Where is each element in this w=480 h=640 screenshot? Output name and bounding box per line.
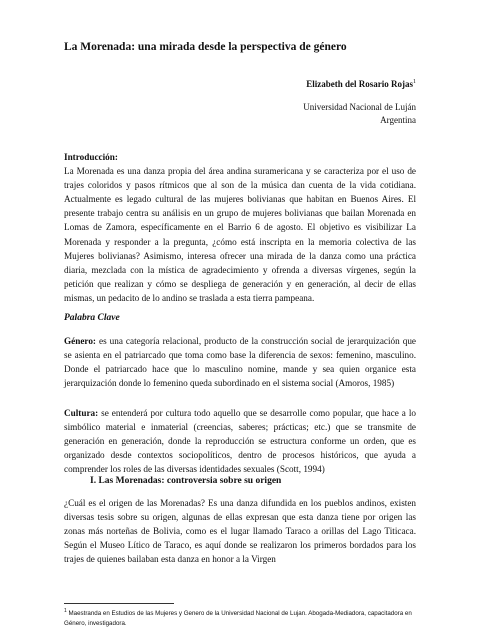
document-title: La Morenada: una mirada desde la perspectiva de género	[64, 41, 347, 53]
author-footnote-mark: 1	[413, 79, 416, 85]
intro-section	[64, 150, 416, 305]
footnote-mark: 1	[64, 608, 67, 614]
keyword-cultura-paragraph	[64, 406, 416, 476]
footnote-text: Maestranda en Estudios de las Mujeres y Genero de la Universidad Nacional de Lujan. Abogada-Mediadora, capacitadora en Género, investigadora.	[64, 610, 412, 627]
footnote	[64, 607, 416, 628]
intro-heading: Introducción:	[64, 152, 118, 162]
section-1-paragraph: ¿Cuál es el origen de las Morenadas? Es una danza difundida en los pueblos andinos, existen diversas tesis sobre su origen, algunas de ellas expresan que esta danza tiene por origen las zonas más norteñas de Bolivia, como es el lugar llamado Taraco a orillas del Lago Titicaca. Según el Museo Lítico de Taraco, es aquí donde se realizaron los primeros bordados para los trajes de quienes bailaban esta danza en honor a la Virgen	[64, 498, 416, 565]
author-name: Elizabeth del Rosario Rojas	[306, 79, 413, 89]
affiliation-institution: Universidad Nacional de Luján	[303, 102, 416, 112]
keyword-genero-text: es una categoría relacional, producto de la construcción social de jerarquización que se asienta en el patriarcado que toma como base la diferencia de sexos: femenino, masculino. Donde el patriarcado hace que lo masculino nomine, mande y sea quien organice esta jerarquización donde lo femenino queda subordinado en el sistema social (Amoros, 1985)	[64, 336, 416, 389]
keyword-genero-term: Género:	[64, 336, 96, 346]
author-line	[306, 79, 416, 89]
keyword-cultura-term: Cultura:	[64, 408, 99, 418]
affiliation-country: Argentina	[380, 115, 416, 125]
section-1-heading: I. Las Morenadas: controversia sobre su origen	[90, 476, 282, 486]
footnote-divider	[64, 603, 174, 604]
keyword-cultura-text: se entenderá por cultura todo aquello que se desarrolle como popular, que hace a lo simbólico material e inmaterial (creencias, saberes; prácticas; etc.) que se transmite de generación en generación, donde la reproducción se estructura conforme un orden, que es organizado desde contextos sociopolíticos, dentro de procesos históricos, que ayuda a comprender los roles de las diversas identidades sexuales (Scott, 1994)	[64, 408, 416, 475]
intro-paragraph: La Morenada es una danza propia del área andina suramericana y se caracteriza por el uso de trajes coloridos y pasos rítmicos que al son de la música dan cuenta de la vida cotidiana. Actualmente es legado cultural de las mujeres bolivianas que habitan en Buenos Aires. El presente trabajo centra su análisis en un grupo de mujeres bolivianas que bailan Morenada en Lomas de Zamora, específicamente en el Barrio 6 de agosto. El objetivo es visibilizar La Morenada y responder a la pregunta, ¿cómo está inscripta en la memoria colectiva de las Mujeres bolivianas? Asimismo, interesa ofrecer una mirada de la danza como una práctica diaria, mezclada con la mística de agradecimiento y ofrenda a diversas vírgenes, según la petición que realizan y cómo se despliega de generación y en generación, al decir de ellas mismas, un pedacito de lo andino se traslada a esta tierra pampeana.	[64, 166, 416, 303]
affiliation	[216, 101, 416, 127]
keywords-heading: Palabra Clave	[64, 313, 120, 323]
keyword-genero-paragraph	[64, 334, 416, 390]
